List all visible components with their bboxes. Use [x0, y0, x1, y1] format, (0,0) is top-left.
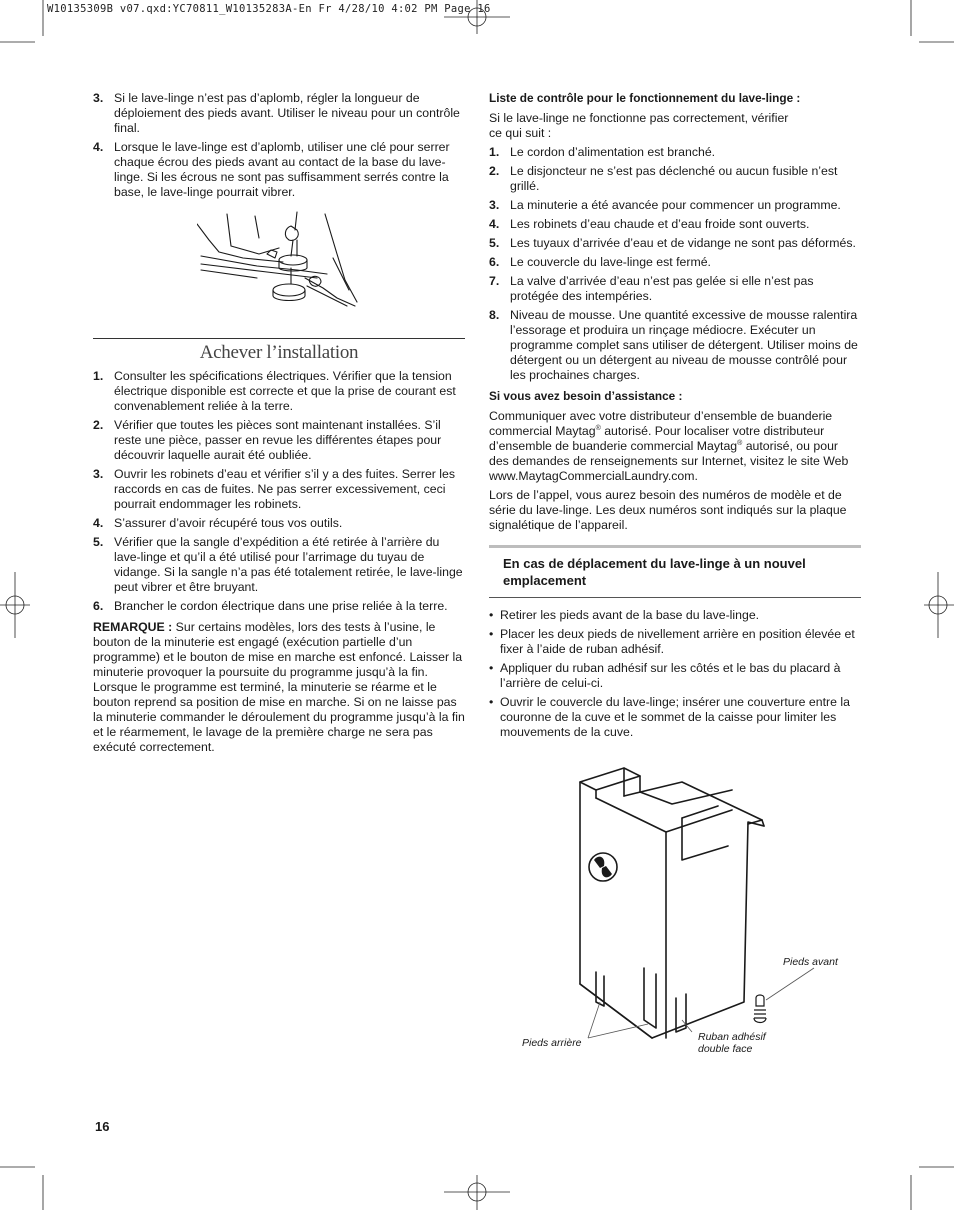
- section-title: Achever l’installation: [199, 342, 359, 363]
- list-item: 4. S’assurer d’avoir récupéré tous vos outils.: [93, 516, 343, 530]
- checklist-intro: Si le lave-linge ne fonctionne pas correctement, vérifier ce qui suit :: [489, 111, 789, 140]
- list-item: 6. Brancher le cordon électrique dans une prise reliée à la terre.: [93, 599, 448, 613]
- tape-label: Ruban adhésif double face: [698, 1031, 766, 1055]
- list-item: 4. Lorsque le lave-linge est d’aplomb, utiliser une clé pour serrer chaque écrou des pieds avant au contact de la base du lave-linge. Si les écrous ne sont pas suffisamment serrés contre la base, le lave-linge pourrait vibrer.: [93, 140, 450, 199]
- serial-number-paragraph: Lors de l’appel, vous aurez besoin des numéros de modèle et de série du lave-linge. Les deux numéros sont indiqués sur la plaque signalétique de l’appareil.: [489, 488, 847, 532]
- list-item: 5. Les tuyaux d’arrivée d’eau et de vidange ne sont pas déformés.: [489, 236, 856, 250]
- list-item: 5. Vérifier que la sangle d’expédition a été retirée à l’arrière du lave-linge et qu’il a été utilisé pour l’arrimage du tuyau de vidange. Si la sangle n’a pas été totalement retirée, le lave-linge peut vibrer et être bruyant.: [93, 535, 463, 594]
- checklist: [489, 145, 861, 383]
- right-column: [489, 91, 861, 744]
- list-item: 4. Les robinets d’eau chaude et d’eau froide sont ouverts.: [489, 217, 810, 231]
- list-item: 3. La minuterie a été avancée pour commencer un programme.: [489, 198, 841, 212]
- list-item: 3. Si le lave-linge n’est pas d’aplomb, régler la longueur de déploiement des pieds avant. Utiliser le niveau pour un contrôle final.: [93, 91, 460, 135]
- list-item: 6. Le couvercle du lave-linge est fermé.: [489, 255, 711, 269]
- moving-section-heading: En cas de déplacement du lave-linge à un nouvel emplacement: [489, 545, 861, 598]
- finish-install-steps: [93, 369, 465, 614]
- note-paragraph: REMARQUE : Sur certains modèles, lors des tests à l’usine, le bouton de la minuterie est engagé (exécution partielle d’un programme) et le bouton de mise en marche est enfoncé. Laisser la minuterie provoquer la poursuite du programme jusqu’à la fin. Lorsque le programme est terminé, la minuterie se réarme et le bouton reprend sa position de mise en marche. Si on ne laisse pas la minuterie commander le déroulement du programme jusqu’à la fin et le réarmement, le lavage de la première charge ne sera pas exécuté correctement.: [93, 620, 465, 754]
- list-item: 2. Le disjoncteur ne s’est pas déclenché ou aucun fusible n’est grillé.: [489, 164, 838, 193]
- list-item: 7. La valve d’arrivée d’eau n’est pas gelée si elle n’est pas protégée des intempéries.: [489, 274, 814, 303]
- list-item: 2. Vérifier que toutes les pièces sont maintenant installées. S’il reste une pièce, passer en revue les différentes étapes pour découvrir laquelle aurait été oubliée.: [93, 418, 442, 462]
- checklist-title: Liste de contrôle pour le fonctionnement du lave-linge :: [489, 91, 801, 105]
- assist-paragraph: Communiquer avec votre distributeur d’ensemble de buanderie commercial Maytag® autorisé. Pour localiser votre distributeur d’ensemble de buanderie commercial Maytag® autorisé, ou pour des demandes de renseignements sur Internet, visitez le site Web www.MaytagCommercialLaundry.com.: [489, 409, 849, 483]
- rear-feet-label: Pieds arrière: [522, 1037, 582, 1049]
- leveling-steps: [93, 91, 465, 200]
- assist-title: Si vous avez besoin d’assistance :: [489, 389, 683, 403]
- list-item: 1. Consulter les spécifications électriques. Vérifier que la tension électrique disponible est correcte et que la prise de courant est convenablement reliée à la terre.: [93, 369, 456, 413]
- page-number: 16: [95, 1119, 110, 1134]
- washer-cabinet-illustration: [518, 762, 840, 1058]
- list-item: • Placer les deux pieds de nivellement arrière en position élevée et fixer à l’aide de ruban adhésif.: [489, 627, 855, 656]
- list-item: 3. Ouvrir les robinets d’eau et vérifier s’il y a des fuites. Serrer les raccords en cas de fuites. Ne pas serrer excessivement, ceci pourrait endommager les robinets.: [93, 467, 456, 511]
- front-feet-label: Pieds avant: [783, 956, 838, 968]
- list-item: • Ouvrir le couvercle du lave-linge; insérer une couverture entre la couronne de la cuve et le sommet de la caisse pour limiter les mouvements de la cuve.: [489, 695, 850, 739]
- moving-steps: [489, 608, 861, 740]
- leveling-foot-illustration: [197, 210, 359, 310]
- section-divider: [93, 338, 465, 339]
- left-column: [93, 91, 465, 759]
- list-item: • Retirer les pieds avant de la base du lave-linge.: [489, 608, 760, 622]
- print-slug: W10135309B v07.qxd:YC70811_W10135283A-En Fr 4/28/10 4:02 PM Page 16: [47, 3, 491, 15]
- list-item: 1. Le cordon d’alimentation est branché.: [489, 145, 716, 159]
- list-item: • Appliquer du ruban adhésif sur les côtés et le bas du placard à l’arrière de celui-ci.: [489, 661, 841, 690]
- list-item: 8. Niveau de mousse. Une quantité excessive de mousse ralentira l’essorage et produira un rinçage médiocre. Exécuter un programme complet sans utiliser de détergent. Utiliser moins de détergent ou un détergent au niveau de mousse contrôlé pour les prochaines charges.: [489, 308, 858, 382]
